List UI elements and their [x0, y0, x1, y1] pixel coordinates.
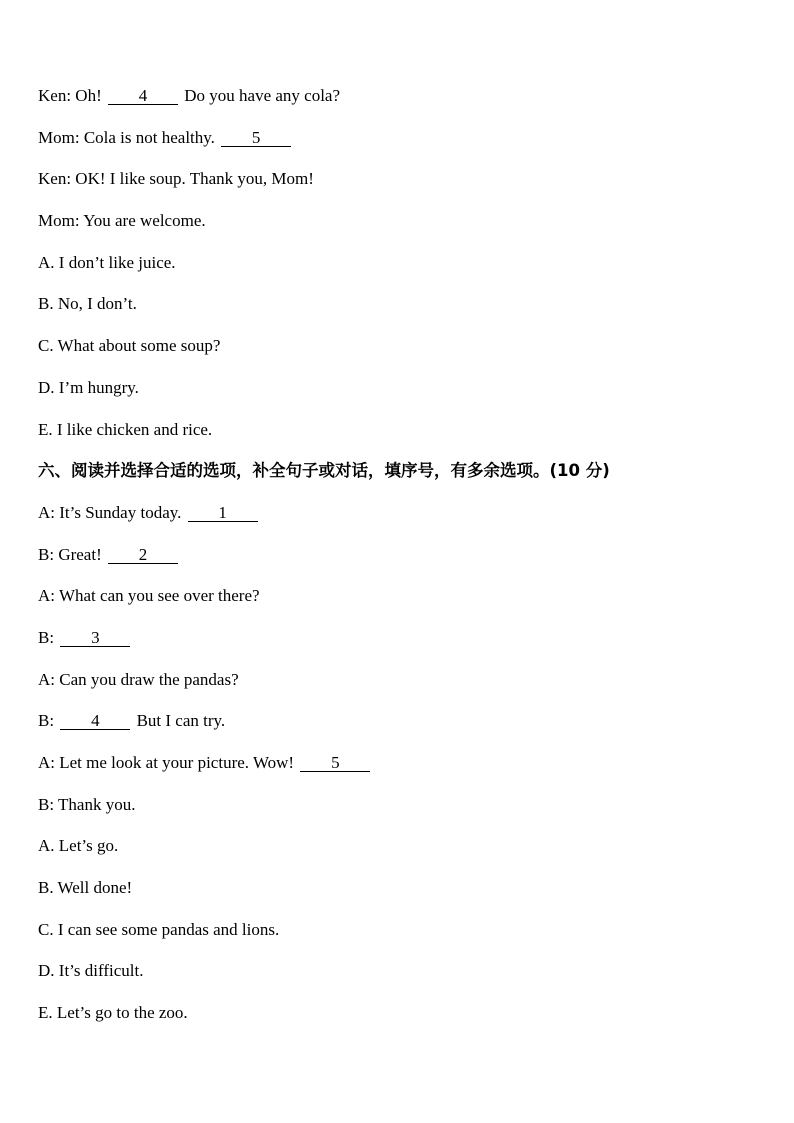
speaker: Mom:: [38, 127, 80, 147]
speaker: B:: [38, 794, 55, 814]
answer-blank: 2: [108, 547, 178, 564]
option-item: E. I like chicken and rice.: [38, 419, 213, 439]
dialogue-line: [38, 709, 778, 751]
dialogue-line: [38, 167, 778, 209]
answer-blank: 1: [188, 505, 258, 522]
line-text: Can you draw the pandas?: [59, 669, 239, 689]
section-heading: 六、阅读并选择合适的选项，补全句子或对话，填序号，有多余选项。(10 分): [38, 461, 610, 481]
option-item: C. What about some soup?: [38, 336, 221, 356]
dialogue-line: [38, 126, 778, 168]
speaker: Mom:: [38, 211, 80, 231]
speaker: Ken:: [38, 169, 72, 189]
line-text: What can you see over there?: [58, 586, 260, 606]
option-item: B. No, I don’t.: [38, 294, 137, 314]
option-item: B. Well done!: [38, 878, 133, 898]
option-item: E. Let’s go to the zoo.: [38, 1003, 188, 1023]
speaker: A:: [38, 502, 55, 522]
line-text-after: But I can try.: [136, 711, 226, 731]
speaker: B:: [38, 711, 55, 731]
speaker: B:: [38, 544, 55, 564]
option-item: A. Let’s go.: [38, 836, 119, 856]
line-text-after: Do you have any cola?: [184, 86, 341, 105]
line-text: Oh!: [75, 86, 102, 105]
answer-blank: 5: [300, 755, 370, 772]
speaker: Ken:: [38, 86, 72, 105]
dialogue-line: [38, 751, 778, 793]
option-item: A. I don’t like juice.: [38, 252, 176, 272]
speaker: B:: [38, 627, 55, 647]
dialogue-line: [38, 584, 778, 626]
line-text: It’s Sunday today.: [59, 502, 182, 522]
answer-blank: 4: [60, 713, 130, 730]
option-item: D. I’m hungry.: [38, 377, 139, 397]
dialogue-line: [38, 793, 778, 835]
line-text: Let me look at your picture. Wow!: [59, 753, 295, 772]
dialogue-line: [38, 84, 778, 126]
dialogue-line: [38, 209, 778, 251]
document-page: [38, 84, 778, 1043]
dialogue-line: [38, 626, 778, 668]
answer-blank: 5: [221, 130, 291, 147]
speaker: A:: [38, 669, 55, 689]
option-item: D. It’s difficult.: [38, 961, 144, 981]
dialogue-line: [38, 668, 778, 710]
line-text: OK! I like soup. Thank you, Mom!: [75, 169, 314, 189]
line-text: Great!: [58, 544, 102, 564]
speaker: A:: [38, 753, 55, 772]
dialogue-line: [38, 543, 778, 585]
answer-blank: 4: [108, 88, 178, 105]
answer-blank: 3: [60, 630, 130, 647]
line-text: Cola is not healthy.: [83, 127, 215, 147]
line-text: You are welcome.: [83, 211, 206, 231]
option-item: C. I can see some pandas and lions.: [38, 919, 280, 939]
speaker: A:: [38, 586, 55, 606]
dialogue-line: [38, 501, 778, 543]
line-text: Thank you.: [58, 794, 136, 814]
